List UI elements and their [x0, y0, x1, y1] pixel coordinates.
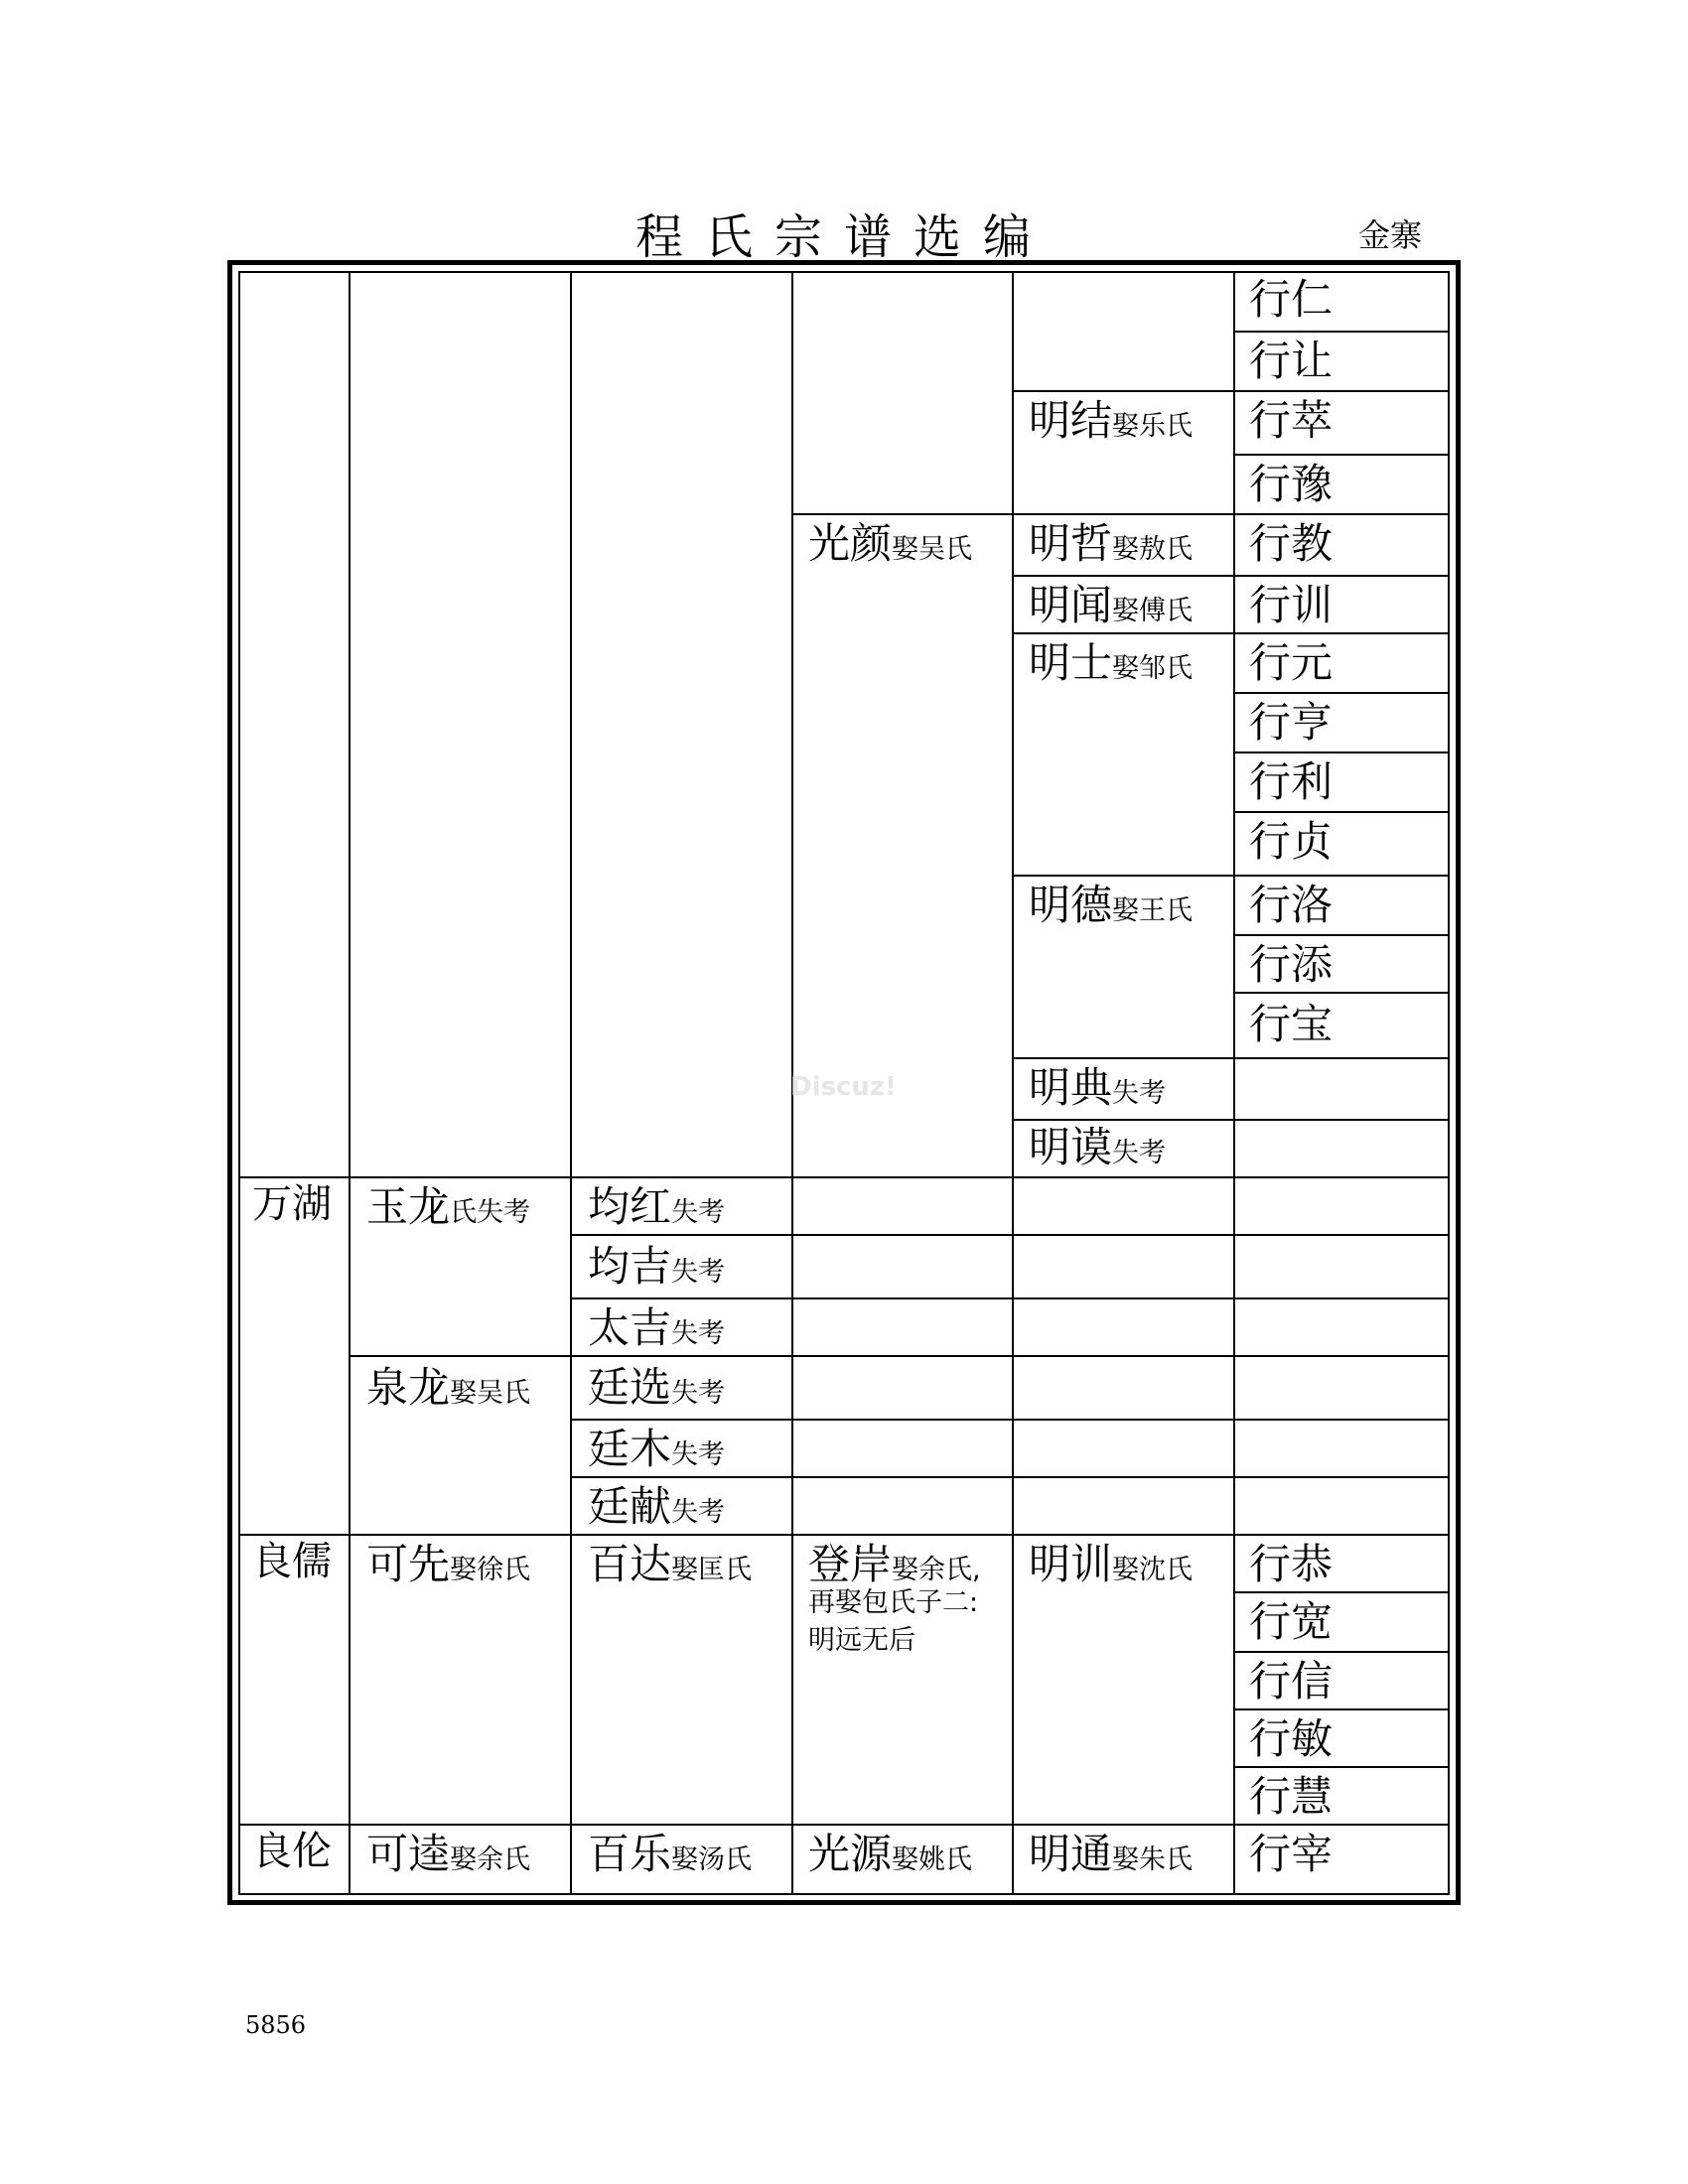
person-name: 百达 [588, 1540, 672, 1588]
row-divider [570, 1419, 1450, 1421]
person-note: 娶余氏 [450, 1844, 531, 1875]
list-item [1249, 1657, 1334, 1706]
person-name: 明典 [1029, 1063, 1113, 1112]
person-name: 行敏 [1249, 1714, 1334, 1763]
list-item [252, 1829, 332, 1874]
list-item [366, 1830, 531, 1878]
list-item [1249, 1597, 1334, 1646]
list-item [366, 1540, 531, 1588]
person-name: 明闻 [1029, 581, 1113, 629]
list-item [1029, 581, 1194, 629]
list-item [1029, 881, 1194, 929]
list-item [1029, 1540, 1194, 1588]
row-divider [238, 1176, 1450, 1178]
row-divider [791, 513, 1450, 515]
person-name: 光颜 [808, 519, 893, 568]
row-divider [570, 1476, 1450, 1478]
list-item [1249, 581, 1334, 629]
list-item [1029, 638, 1194, 687]
person-name: 行贞 [1249, 817, 1334, 866]
person-note: 娶吴氏 [892, 534, 973, 565]
person-note: 失考 [671, 1439, 726, 1470]
person-note: 娶傅氏 [1112, 596, 1194, 626]
person-name: 行萃 [1249, 396, 1334, 445]
person-name: 百乐 [588, 1830, 672, 1878]
person-name: 良儒 [252, 1539, 332, 1584]
person-note: 娶姚氏 [892, 1844, 973, 1875]
person-name: 行宝 [1249, 1000, 1334, 1048]
row-divider [238, 1824, 1450, 1826]
person-name: 行宰 [1249, 1830, 1334, 1878]
list-item [1249, 1540, 1334, 1588]
person-name: 行训 [1249, 581, 1334, 629]
person-name: 万湖 [252, 1181, 332, 1227]
list-item [588, 1303, 726, 1352]
person-name: 玉龙 [366, 1182, 451, 1231]
person-name: 明谟 [1029, 1123, 1113, 1171]
list-item [1249, 1000, 1334, 1048]
person-note: 娶匡氏 [671, 1555, 753, 1585]
list-item [1249, 460, 1334, 508]
row-divider [1233, 692, 1450, 694]
person-name: 可先 [366, 1540, 451, 1588]
list-item [1249, 817, 1334, 866]
person-note: 失考 [1112, 1138, 1167, 1168]
list-item [252, 1181, 332, 1227]
person-note: 娶王氏 [1112, 895, 1194, 926]
column-divider [570, 271, 572, 1895]
person-note-extra: 明远无后 [808, 1625, 915, 1656]
person-note: 娶徐氏 [450, 1555, 531, 1585]
row-divider [1233, 992, 1450, 994]
row-divider [1233, 751, 1450, 753]
list-item [1249, 519, 1334, 568]
list-item [588, 1540, 753, 1588]
row-divider [1012, 390, 1450, 392]
list-item [1029, 396, 1194, 445]
watermark: Discuz! [790, 1072, 897, 1102]
list-item [1249, 275, 1334, 324]
list-item [808, 519, 973, 568]
person-note: 失考 [671, 1257, 726, 1288]
row-divider [238, 1534, 1450, 1536]
person-name: 行仁 [1249, 275, 1334, 324]
list-item [1249, 638, 1334, 687]
person-note: 娶敖氏 [1112, 534, 1194, 565]
page-title: 程氏宗谱选编 [634, 209, 1053, 265]
column-divider [238, 271, 240, 1895]
list-item [1249, 1830, 1334, 1878]
person-name: 行信 [1249, 1657, 1334, 1706]
row-divider [1233, 454, 1450, 456]
page-number: 5856 [245, 2011, 307, 2039]
person-note: 娶沈氏 [1112, 1555, 1194, 1585]
person-name: 行利 [1249, 757, 1334, 806]
list-item [588, 1242, 726, 1291]
person-name: 泉龙 [366, 1363, 451, 1412]
person-name: 行洛 [1249, 881, 1334, 929]
row-divider [238, 271, 1450, 273]
person-note: 失考 [671, 1378, 726, 1409]
person-note: 失考 [671, 1497, 726, 1528]
list-item [1249, 1772, 1334, 1821]
person-name: 明哲 [1029, 519, 1113, 568]
list-item [1249, 881, 1334, 929]
row-divider [570, 1234, 1450, 1236]
region-label: 金寨 [1358, 216, 1423, 254]
column-divider [349, 271, 351, 1895]
row-divider [1233, 1651, 1450, 1653]
list-item [1249, 396, 1334, 445]
row-divider [1233, 1708, 1450, 1710]
person-note: 娶汤氏 [671, 1844, 753, 1875]
list-item [1029, 1123, 1167, 1171]
list-item [1249, 698, 1334, 747]
row-divider [1012, 875, 1450, 877]
row-divider [1233, 1591, 1450, 1593]
row-divider [1233, 934, 1450, 936]
list-item [588, 1182, 726, 1231]
person-note: 失考 [1112, 1078, 1167, 1109]
person-name: 行元 [1249, 638, 1334, 687]
row-divider [1012, 632, 1450, 634]
row-divider [1233, 811, 1450, 813]
row-divider [349, 1355, 1450, 1357]
person-name: 明通 [1029, 1830, 1113, 1878]
person-name: 行宽 [1249, 1597, 1334, 1646]
person-note: 失考 [671, 1318, 726, 1349]
person-name: 太吉 [588, 1303, 672, 1352]
person-note: 娶余氏, [892, 1555, 981, 1585]
person-name: 行亨 [1249, 698, 1334, 747]
person-note-extra: 再娶包氏子二: [808, 1587, 979, 1618]
person-name: 可逵 [366, 1830, 451, 1878]
row-divider [1012, 1119, 1450, 1121]
list-item [588, 1482, 726, 1531]
person-note: 娶朱氏 [1112, 1844, 1194, 1875]
list-item [588, 1425, 726, 1473]
person-name: 廷选 [588, 1363, 672, 1412]
person-note: 娶邹氏 [1112, 653, 1194, 684]
person-name: 均红 [588, 1182, 672, 1231]
person-name: 廷献 [588, 1482, 672, 1531]
person-name: 明士 [1029, 638, 1113, 687]
list-item [808, 1540, 981, 1588]
person-name: 行慧 [1249, 1772, 1334, 1821]
person-name: 登岸 [808, 1540, 893, 1588]
row-divider [238, 1893, 1450, 1895]
person-note: 氏失考 [450, 1197, 531, 1228]
person-name: 行恭 [1249, 1540, 1334, 1588]
person-name: 行豫 [1249, 460, 1334, 508]
list-item [366, 1182, 531, 1231]
list-item [1249, 757, 1334, 806]
person-name: 行让 [1249, 337, 1334, 385]
list-item [366, 1363, 531, 1412]
list-item [1029, 519, 1194, 568]
list-item [1029, 1830, 1194, 1878]
row-divider [1233, 1766, 1450, 1768]
person-name: 明结 [1029, 396, 1113, 445]
list-item [808, 1830, 973, 1878]
person-name: 廷木 [588, 1425, 672, 1473]
person-name: 行教 [1249, 519, 1334, 568]
list-item [1249, 940, 1334, 989]
list-item [588, 1830, 753, 1878]
row-divider [570, 1297, 1450, 1299]
person-note: 娶吴氏 [450, 1378, 531, 1409]
person-note: 失考 [671, 1197, 726, 1228]
person-note: 娶乐氏 [1112, 411, 1194, 442]
row-divider [1233, 331, 1450, 333]
person-name: 明德 [1029, 881, 1113, 929]
list-item [588, 1363, 726, 1412]
person-name: 行添 [1249, 940, 1334, 989]
person-name: 良伦 [252, 1829, 332, 1874]
list-item [1249, 337, 1334, 385]
list-item [252, 1539, 332, 1584]
row-divider [1012, 1057, 1450, 1059]
list-item [1249, 1714, 1334, 1763]
row-divider [1012, 575, 1450, 577]
list-item [1029, 1063, 1167, 1112]
person-name: 光源 [808, 1830, 893, 1878]
person-name: 明训 [1029, 1540, 1113, 1588]
person-name: 均吉 [588, 1242, 672, 1291]
